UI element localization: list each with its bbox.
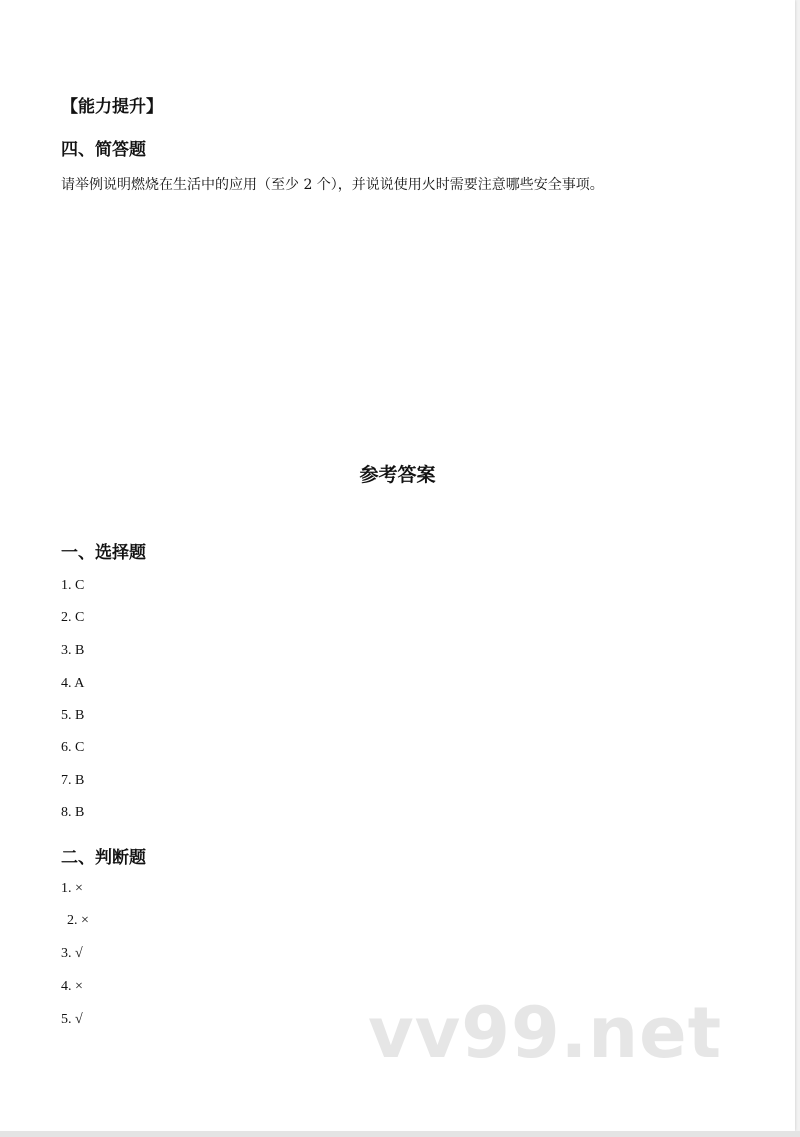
watermark-text: vv99.net (368, 992, 723, 1074)
choice-answer-3: 3. B (61, 643, 85, 658)
judge-answer-3: 3. √ (61, 946, 83, 961)
judge-answer-5: 5. √ (61, 1012, 83, 1027)
judge-heading: 二、判断题 (61, 848, 146, 868)
choice-answer-2: 2. C (61, 610, 85, 625)
choice-answer-1: 1. C (61, 578, 85, 593)
section-ability-heading: 【能力提升】 (61, 97, 163, 117)
choice-answer-7: 7. B (61, 773, 85, 788)
page-bottom-edge (0, 1131, 800, 1137)
choice-answer-6: 6. C (61, 740, 85, 755)
choice-answer-5: 5. B (61, 708, 85, 723)
choice-answer-8: 8. B (61, 805, 85, 820)
choice-heading: 一、选择题 (61, 543, 146, 563)
judge-answer-1: 1. × (61, 881, 83, 896)
judge-answer-4: 4. × (61, 979, 83, 994)
choice-answer-4: 4. A (61, 676, 85, 691)
judge-answer-2: 2. × (67, 913, 89, 928)
answer-title: 参考答案 (359, 464, 436, 486)
short-answer-heading: 四、简答题 (61, 140, 146, 160)
question-text: 请举例说明燃烧在生活中的应用（至少 2 个），并说说使用火时需要注意哪些安全事项。 (61, 177, 604, 193)
